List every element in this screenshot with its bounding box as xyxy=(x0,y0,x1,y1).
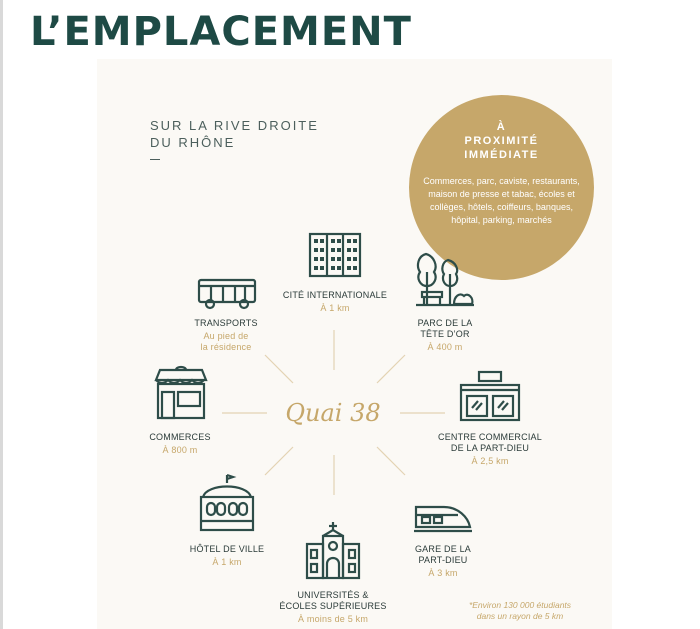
place-distance: À 400 m xyxy=(427,342,463,352)
place-distance: À 1 km xyxy=(212,557,242,567)
bus-icon xyxy=(197,278,257,310)
university-icon xyxy=(305,520,361,580)
proximity-heading-line: PROXIMITÉ xyxy=(464,135,539,147)
place-name: GARE DE LA xyxy=(414,544,472,554)
place-name: PART-DIEU xyxy=(418,555,468,565)
place-name: PARC DE LA xyxy=(417,318,473,328)
place-commerces xyxy=(140,432,220,456)
place-name: UNIVERSITÉS & xyxy=(297,590,369,600)
place-hotel-de-ville xyxy=(176,544,278,568)
place-name: CENTRE COMMERCIAL xyxy=(438,432,542,442)
place-gare-part-dieu xyxy=(400,544,486,579)
place-transports xyxy=(170,318,282,353)
place-distance: la résidence xyxy=(200,342,252,352)
page-title: L’EMPLACEMENT xyxy=(30,9,412,55)
train-icon xyxy=(414,503,472,533)
proximity-list: Commerces, parc, caviste, restaurants, maison de presse et tabac, écoles et collèges, hôtels, coiffeurs, banques, hôpital, parking, marchés xyxy=(423,176,580,225)
proximity-heading-line: IMMÉDIATE xyxy=(464,149,539,161)
subtitle: SUR LA RIVE DROITE DU RHÔNE xyxy=(150,118,319,150)
place-distance: À 1 km xyxy=(320,303,350,313)
students-footnote xyxy=(440,600,600,622)
place-centre-commercial xyxy=(430,432,550,467)
quai-38-logo: Quai 38 xyxy=(285,399,381,427)
place-distance: À 2,5 km xyxy=(471,456,509,466)
park-trees-icon xyxy=(414,250,474,308)
footnote-line: *Environ 130 000 étudiants xyxy=(468,600,572,610)
place-cite-internationale xyxy=(270,290,400,314)
place-distance: À 3 km xyxy=(428,568,458,578)
office-building-icon xyxy=(307,232,363,278)
place-name: COMMERCES xyxy=(149,432,211,442)
place-name: TÊTE D’OR xyxy=(420,329,470,339)
place-distance: À 800 m xyxy=(162,445,198,455)
place-name: HÔTEL DE VILLE xyxy=(189,544,265,554)
place-distance: Au pied de xyxy=(203,331,249,341)
place-name: TRANSPORTS xyxy=(194,318,258,328)
footnote-line: dans un rayon de 5 km xyxy=(476,611,564,621)
place-name: DE LA PART-DIEU xyxy=(450,443,530,453)
town-hall-icon xyxy=(197,473,257,533)
place-name: ÉCOLES SUPÉRIEURES xyxy=(279,601,387,611)
place-distance: À moins de 5 km xyxy=(297,614,369,624)
shop-icon xyxy=(152,364,210,420)
proximity-heading-line: À xyxy=(496,121,507,133)
place-parc-tete-dor xyxy=(400,318,490,353)
place-universites xyxy=(268,590,398,625)
shopping-center-icon xyxy=(459,370,521,422)
place-name: CITÉ INTERNATIONALE xyxy=(282,290,388,300)
